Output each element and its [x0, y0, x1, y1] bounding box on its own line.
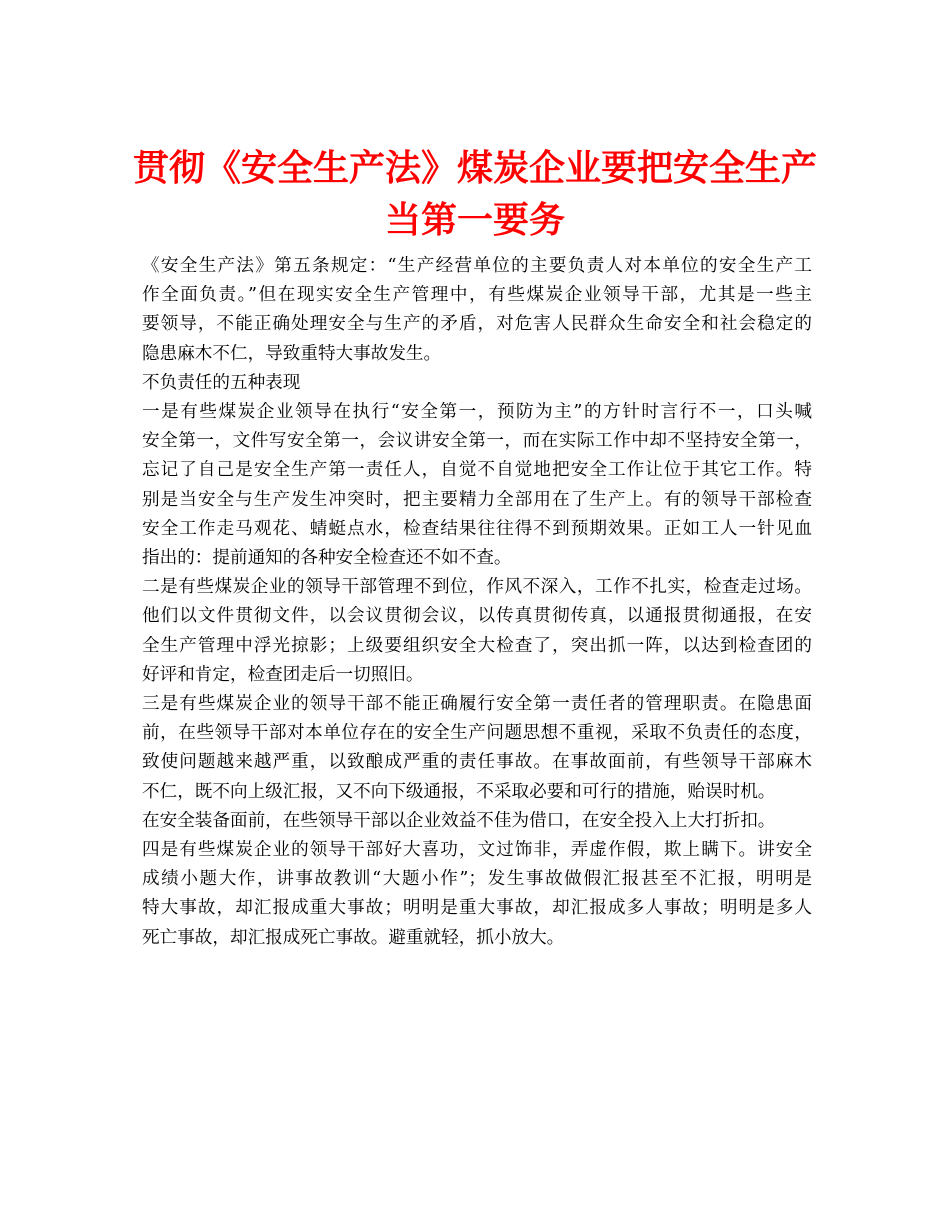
text-line: 作全面负责。”但在现实安全生产管理中，有些煤炭企业领导干部，尤其是一些主 [142, 285, 812, 306]
text-line: 四是有些煤炭企业的领导干部好大喜功，文过饰非，弄虚作假，欺上瞒下。讲安全 [142, 840, 812, 861]
text-line: 在安全装备面前，在些领导干部以企业效益不佳为借口，在安全投入上大打折扣。 [142, 810, 776, 831]
text-line: 不仁，既不向上级汇报，又不向下级通报，不采取必要和可行的措施，贻误时机。 [142, 781, 776, 802]
text-line: 死亡事故，却汇报成死亡事故。避重就轻，抓小放大。 [142, 927, 565, 948]
paragraph-point-2 [142, 573, 812, 690]
document-title [0, 142, 950, 246]
text-line: 《安全生产法》第五条规定：“生产经营单位的主要负责人对本单位的安全生产工 [142, 256, 812, 276]
text-line: 隐患麻木不仁，导致重特大事故发生。 [142, 343, 442, 364]
document-body [142, 252, 812, 953]
text-line: 全生产管理中浮光掠影；上级要组织安全大检查了，突出抓一阵，以达到检查团的 [142, 635, 812, 656]
paragraph-point-1 [142, 398, 812, 573]
text-line: 他们以文件贯彻文件，以会议贯彻会议，以传真贯彻传真，以通报贯彻通报，在安 [142, 606, 812, 627]
text-line: 别是当安全与生产发生冲突时，把主要精力全部用在了生产上。有的领导干部检查 [142, 489, 812, 510]
paragraph-intro [142, 252, 812, 369]
text-line: 致使问题越来越严重，以致酿成严重的责任事故。在事故面前，有些领导干部麻木 [142, 752, 812, 773]
text-line: 特大事故，却汇报成重大事故；明明是重大事故，却汇报成多人事故；明明是多人 [142, 898, 812, 919]
text-line: 好评和肯定，检查团走后一切照旧。 [142, 664, 424, 685]
text-line: 一是有些煤炭企业领导在执行“安全第一，预防为主”的方针时言行不一，口头喊 [142, 402, 812, 423]
paragraph-point-4 [142, 836, 812, 953]
text-line: 成绩小题大作，讲事故教训“大题小作”；发生事故做假汇报甚至不汇报，明明是 [142, 869, 812, 890]
text-line: 不负责任的五种表现 [142, 372, 301, 393]
text-line: 安全工作走马观花、蜻蜓点水，检查结果往往得不到预期效果。正如工人一针见血 [142, 518, 812, 539]
text-line: 指出的：提前通知的各种安全检查还不如不查。 [142, 548, 512, 569]
text-line: 安全第一，文件写安全第一，会议讲安全第一，而在实际工作中却不坚持安全第一， [142, 431, 812, 452]
text-line: 三是有些煤炭企业的领导干部不能正确履行安全第一责任者的管理职责。在隐患面 [142, 694, 812, 715]
text-line: 忘记了自己是安全生产第一责任人，自觉不自觉地把安全工作让位于其它工作。特 [142, 460, 812, 481]
text-line: 前，在些领导干部对本单位存在的安全生产问题思想不重视，采取不负责任的态度， [142, 723, 812, 744]
title-line-1: 贯彻《安全生产法》煤炭企业要把安全生产 [132, 147, 817, 190]
paragraph-point-3 [142, 690, 812, 807]
text-line: 要领导，不能正确处理安全与生产的矛盾，对危害人民群众生命安全和社会稳定的 [142, 314, 812, 335]
section-heading [142, 369, 812, 398]
paragraph-point-3-continued [142, 807, 812, 836]
title-line-2: 当第一要务 [384, 199, 565, 242]
text-line: 二是有些煤炭企业的领导干部管理不到位，作风不深入，工作不扎实，检查走过场。 [142, 577, 812, 598]
